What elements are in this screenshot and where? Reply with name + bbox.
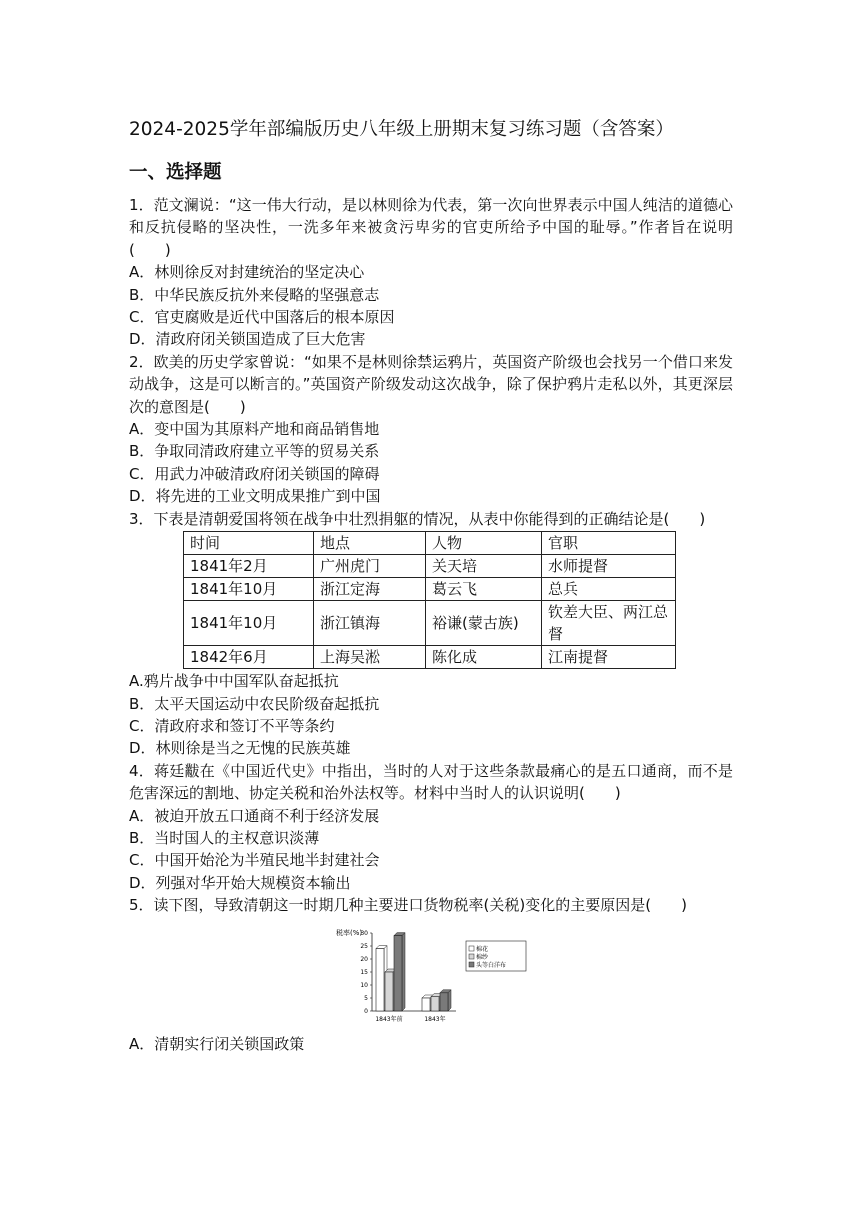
option-b: B．争取同清政府建立平等的贸易关系: [129, 442, 380, 461]
y-tick-label: 20: [360, 955, 368, 963]
table-row: [184, 646, 676, 669]
table-row: [184, 555, 676, 578]
option-c: C．用武力冲破清政府闭关锁国的障碍: [129, 464, 380, 483]
generals-table: [183, 531, 676, 669]
bar-side: [402, 932, 405, 1010]
section-heading: 一、选择题: [129, 162, 222, 183]
question-stem: 5．读下图，导致清朝这一时期几种主要进口货物税率(关税)变化的主要原因是( ): [129, 896, 687, 915]
table-cell: 1841年10月: [184, 578, 314, 601]
document-title: 2024-2025学年部编版历史八年级上册期末复习练习题（含答案）: [129, 119, 674, 140]
table-header-cell: 官职: [542, 532, 676, 555]
question-stem: 3．下表是清朝爱国将领在战争中壮烈捐躯的情况，从表中你能得到的正确结论是( ): [129, 509, 706, 528]
table-cell: 江南提督: [542, 646, 676, 669]
table-header-cell: 时间: [184, 532, 314, 555]
bar: [440, 992, 448, 1010]
bar: [376, 948, 384, 1010]
table-cell: 水师提督: [542, 555, 676, 578]
question-list: [129, 194, 733, 1055]
option-b: B．中华民族反抗外来侵略的坚强意志: [129, 285, 380, 304]
table-cell: 1842年6月: [184, 646, 314, 669]
option-b: B．当时国人的主权意识淡薄: [129, 828, 320, 847]
table-cell: 浙江定海: [314, 578, 426, 601]
question-stem: 2．欧美的历史学家曾说：“如果不是林则徐禁运鸦片，英国资产阶级也会找另一个借口来发动战争，这是可以断言的。”英国资产阶级发动这次战争，除了保护鸦片走私以外，其更深层次的意图是( ): [129, 352, 733, 416]
tariff-chart: [332, 923, 532, 1033]
legend-label: 棉纱: [476, 953, 489, 961]
table-header-row: [184, 532, 676, 555]
table-cell: 1841年2月: [184, 555, 314, 578]
option-c: C．官吏腐败是近代中国落后的根本原因: [129, 308, 395, 327]
option-c: C．中国开始沦为半殖民地半封建社会: [129, 851, 380, 870]
bar-side: [448, 989, 451, 1010]
table-cell: 关天培: [426, 555, 542, 578]
table-cell: 浙江镇海: [314, 601, 426, 646]
table-cell: 1841年10月: [184, 601, 314, 646]
bar: [385, 972, 393, 1011]
bar: [422, 998, 430, 1011]
tariff-chart-svg: [332, 923, 532, 1033]
option-a: A．变中国为其原料产地和商品销售地: [129, 420, 380, 439]
table-cell: 上海吴淞: [314, 646, 426, 669]
table-cell: 裕谦(蒙古族): [426, 601, 542, 646]
table-header-cell: 人物: [426, 532, 542, 555]
question-stem: 1．范文澜说：“这一伟大行动，是以林则徐为代表，第一次向世界表示中国人纯洁的道德心和反抗侵略的坚决性，一洗多年来被贪污卑劣的官吏所给予中国的耻辱。”作者旨在说明( ): [129, 196, 733, 259]
y-tick-label: 5: [364, 994, 368, 1002]
y-tick-label: 25: [360, 942, 368, 950]
option-d: D．将先进的工业文明成果推广到中国: [129, 487, 381, 506]
y-tick-label: 15: [360, 968, 368, 976]
table-row: [184, 578, 676, 601]
y-tick-label: 30: [360, 929, 368, 937]
legend-label: 头等白洋布: [476, 961, 507, 969]
table-cell: 钦差大臣、两江总督: [542, 601, 676, 646]
table-cell: 陈化成: [426, 646, 542, 669]
option-a: A.鸦片战争中中国军队奋起抵抗: [129, 672, 339, 691]
option-a: A．林则徐反对封建统治的坚定决心: [129, 263, 365, 282]
option-d: D．列强对华开始大规模资本输出: [129, 873, 351, 892]
table-cell: 广州虎门: [314, 555, 426, 578]
legend-swatch: [469, 946, 474, 951]
option-a: A．清朝实行闭关锁国政策: [129, 1034, 305, 1053]
bar: [394, 935, 402, 1010]
table-header-cell: 地点: [314, 532, 426, 555]
legend-label: 棉花: [476, 945, 489, 953]
option-d: D．清政府闭关锁国造成了巨大危害: [129, 330, 366, 349]
table-cell: 总兵: [542, 578, 676, 601]
table-cell: 葛云飞: [426, 578, 542, 601]
legend-swatch: [469, 954, 474, 959]
option-d: D．林则徐是当之无愧的民族英雄: [129, 739, 351, 758]
y-axis-label: 税率(%): [336, 928, 363, 937]
x-tick-label: 1843年前: [375, 1015, 403, 1023]
legend-swatch: [469, 962, 474, 967]
bar: [431, 996, 439, 1010]
option-a: A．被迫开放五口通商不利于经济发展: [129, 806, 380, 825]
y-tick-label: 0: [364, 1007, 368, 1015]
option-c: C．清政府求和签订不平等条约: [129, 716, 335, 735]
option-b: B．太平天国运动中农民阶级奋起抵抗: [129, 694, 380, 713]
y-tick-label: 10: [360, 981, 368, 989]
x-tick-label: 1843年: [424, 1015, 446, 1023]
table-row: [184, 601, 676, 646]
question-stem: 4．蒋廷黻在《中国近代史》中指出，当时的人对于这些条款最痛心的是五口通商，而不是危害深远的割地、协定关税和治外法权等。材料中当时人的认识说明( ): [129, 761, 733, 803]
